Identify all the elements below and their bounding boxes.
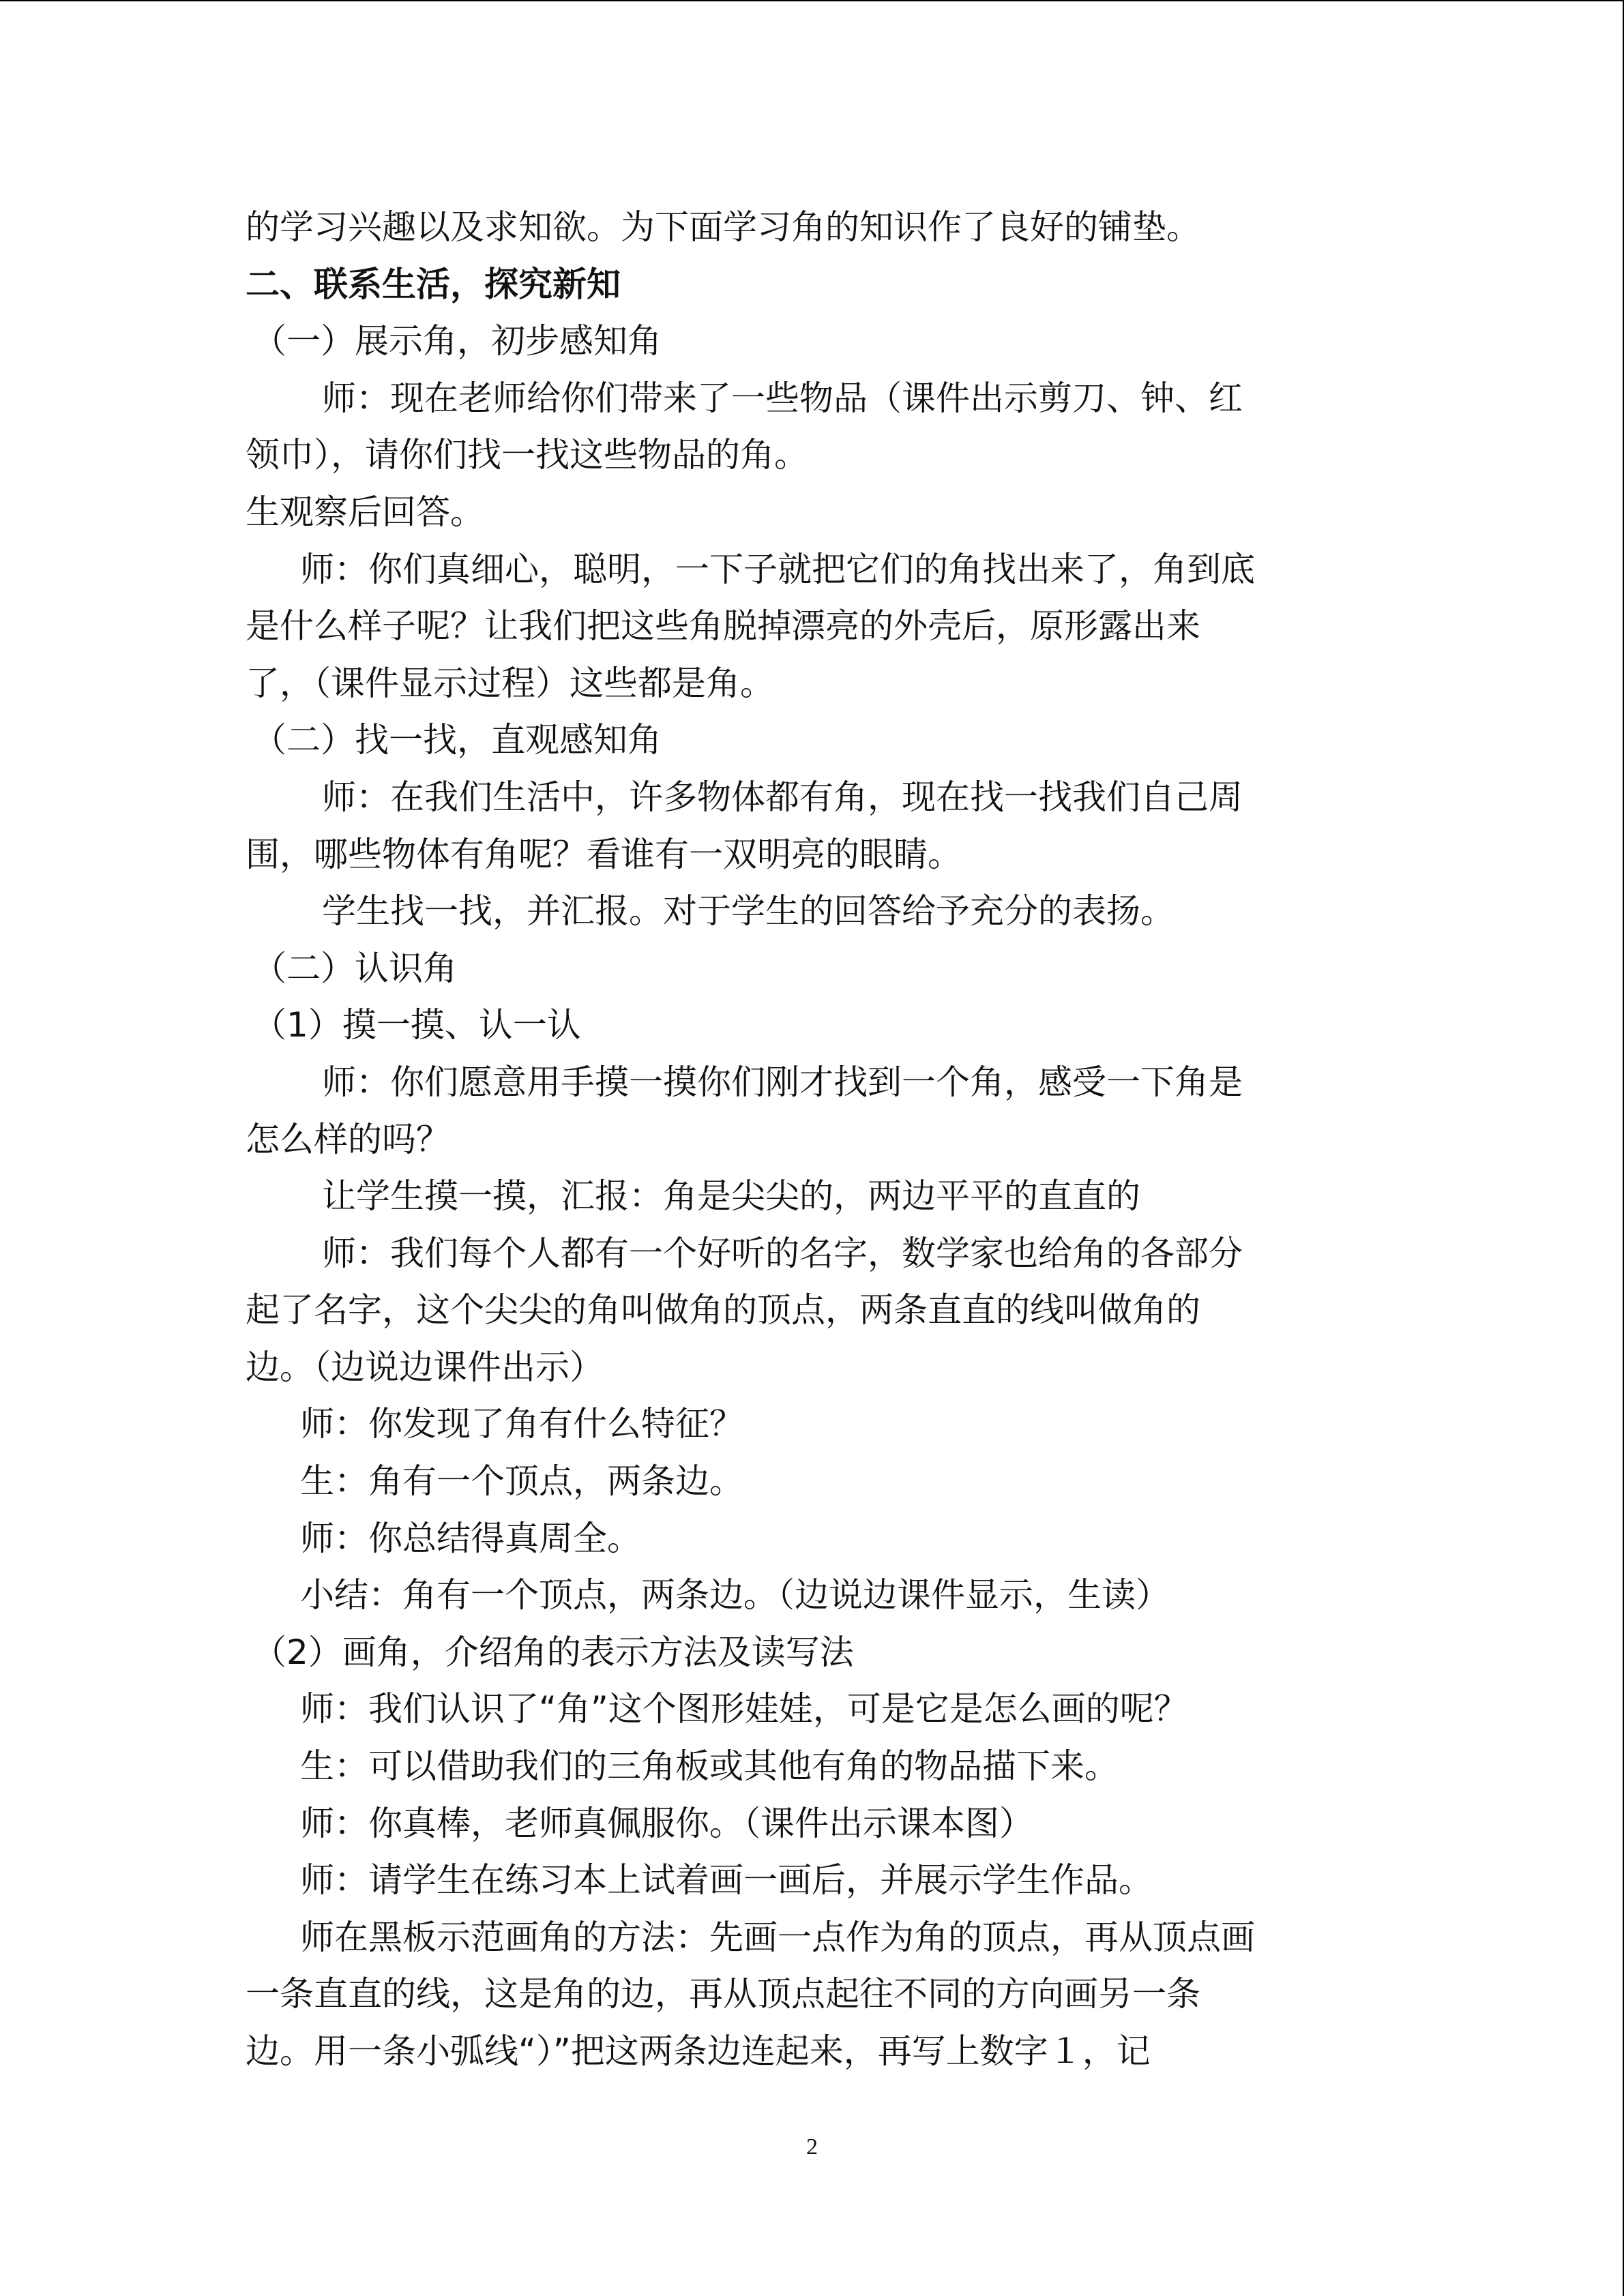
text-line: 生：角有一个顶点，两条边。 (300, 1461, 743, 1502)
text-line: （二）认识角 (252, 948, 457, 988)
page-number: 2 (806, 2134, 818, 2160)
text-line: 的学习兴趣以及求知欲。为下面学习角的知识作了良好的铺垫。 (246, 207, 1200, 247)
text-line: 师：现在老师给你们带来了一些物品（课件出示剪刀、钟、红 (322, 378, 1243, 418)
text-line: 生：可以借助我们的三角板或其他有角的物品描下来。 (300, 1746, 1119, 1787)
text-line: 师：我们认识了“角”这个图形娃娃，可是它是怎么画的呢？ (300, 1689, 1188, 1729)
text-line: 让学生摸一摸，汇报：角是尖尖的，两边平平的直直的 (322, 1176, 1140, 1217)
text-line: 是什么样子呢？让我们把这些角脱掉漂亮的外壳后，原形露出来 (246, 606, 1200, 646)
text-line: 起了名字，这个尖尖的角叫做角的顶点，两条直直的线叫做角的 (246, 1290, 1200, 1330)
text-line: 师：你发现了角有什么特征？ (300, 1404, 743, 1444)
text-line: 怎么样的吗？ (246, 1119, 450, 1159)
text-line: （二）找一找，直观感知角 (252, 720, 662, 760)
text-line: 领巾），请你们找一找这些物品的角。 (246, 435, 808, 475)
body-text (246, 199, 1391, 2081)
text-line: 边。（边说边课件出示） (246, 1347, 604, 1387)
text-line: 师在黑板示范画角的方法：先画一点作为角的顶点，再从顶点画 (300, 1917, 1255, 1957)
text-line: 师：你真棒，老师真佩服你。（课件出示课本图） (300, 1803, 1033, 1843)
text-line: 师：请学生在练习本上试着画一画后，并展示学生作品。 (300, 1860, 1153, 1900)
text-line: 师：我们每个人都有一个好听的名字，数学家也给角的各部分 (322, 1233, 1243, 1273)
text-line: 了，（课件显示过程）这些都是角。 (246, 663, 774, 703)
text-line: 小结：角有一个顶点，两条边。（边说边课件显示，生读） (300, 1575, 1170, 1615)
text-line: 师：你们真细心，聪明，一下子就把它们的角找出来了，角到底 (300, 549, 1255, 589)
text-line: 师：你总结得真周全。 (300, 1518, 641, 1558)
text-line: 师：你们愿意用手摸一摸你们刚才找到一个角，感受一下角是 (322, 1062, 1243, 1102)
text-line: 生观察后回答。 (246, 492, 484, 532)
text-line: 学生找一找，并汇报。对于学生的回答给予充分的表扬。 (322, 891, 1175, 931)
text-line: （2）画角，介绍角的表示方法及读写法 (252, 1632, 854, 1672)
text-line: （一）展示角，初步感知角 (252, 321, 662, 361)
text-line: 边。用一条小弧线“）”把这两条边连起来，再写上数字１，记 (246, 2031, 1151, 2071)
text-line: 一条直直的线，这是角的边，再从顶点起往不同的方向画另一条 (246, 1974, 1200, 2014)
text-line: （1）摸一摸、认一认 (252, 1005, 581, 1045)
section-heading: 二、联系生活，探究新知 (246, 264, 621, 304)
text-line: 围，哪些物体有角呢？看谁有一双明亮的眼睛。 (246, 834, 962, 874)
text-line: 师：在我们生活中，许多物体都有角，现在找一找我们自己周 (322, 777, 1243, 817)
